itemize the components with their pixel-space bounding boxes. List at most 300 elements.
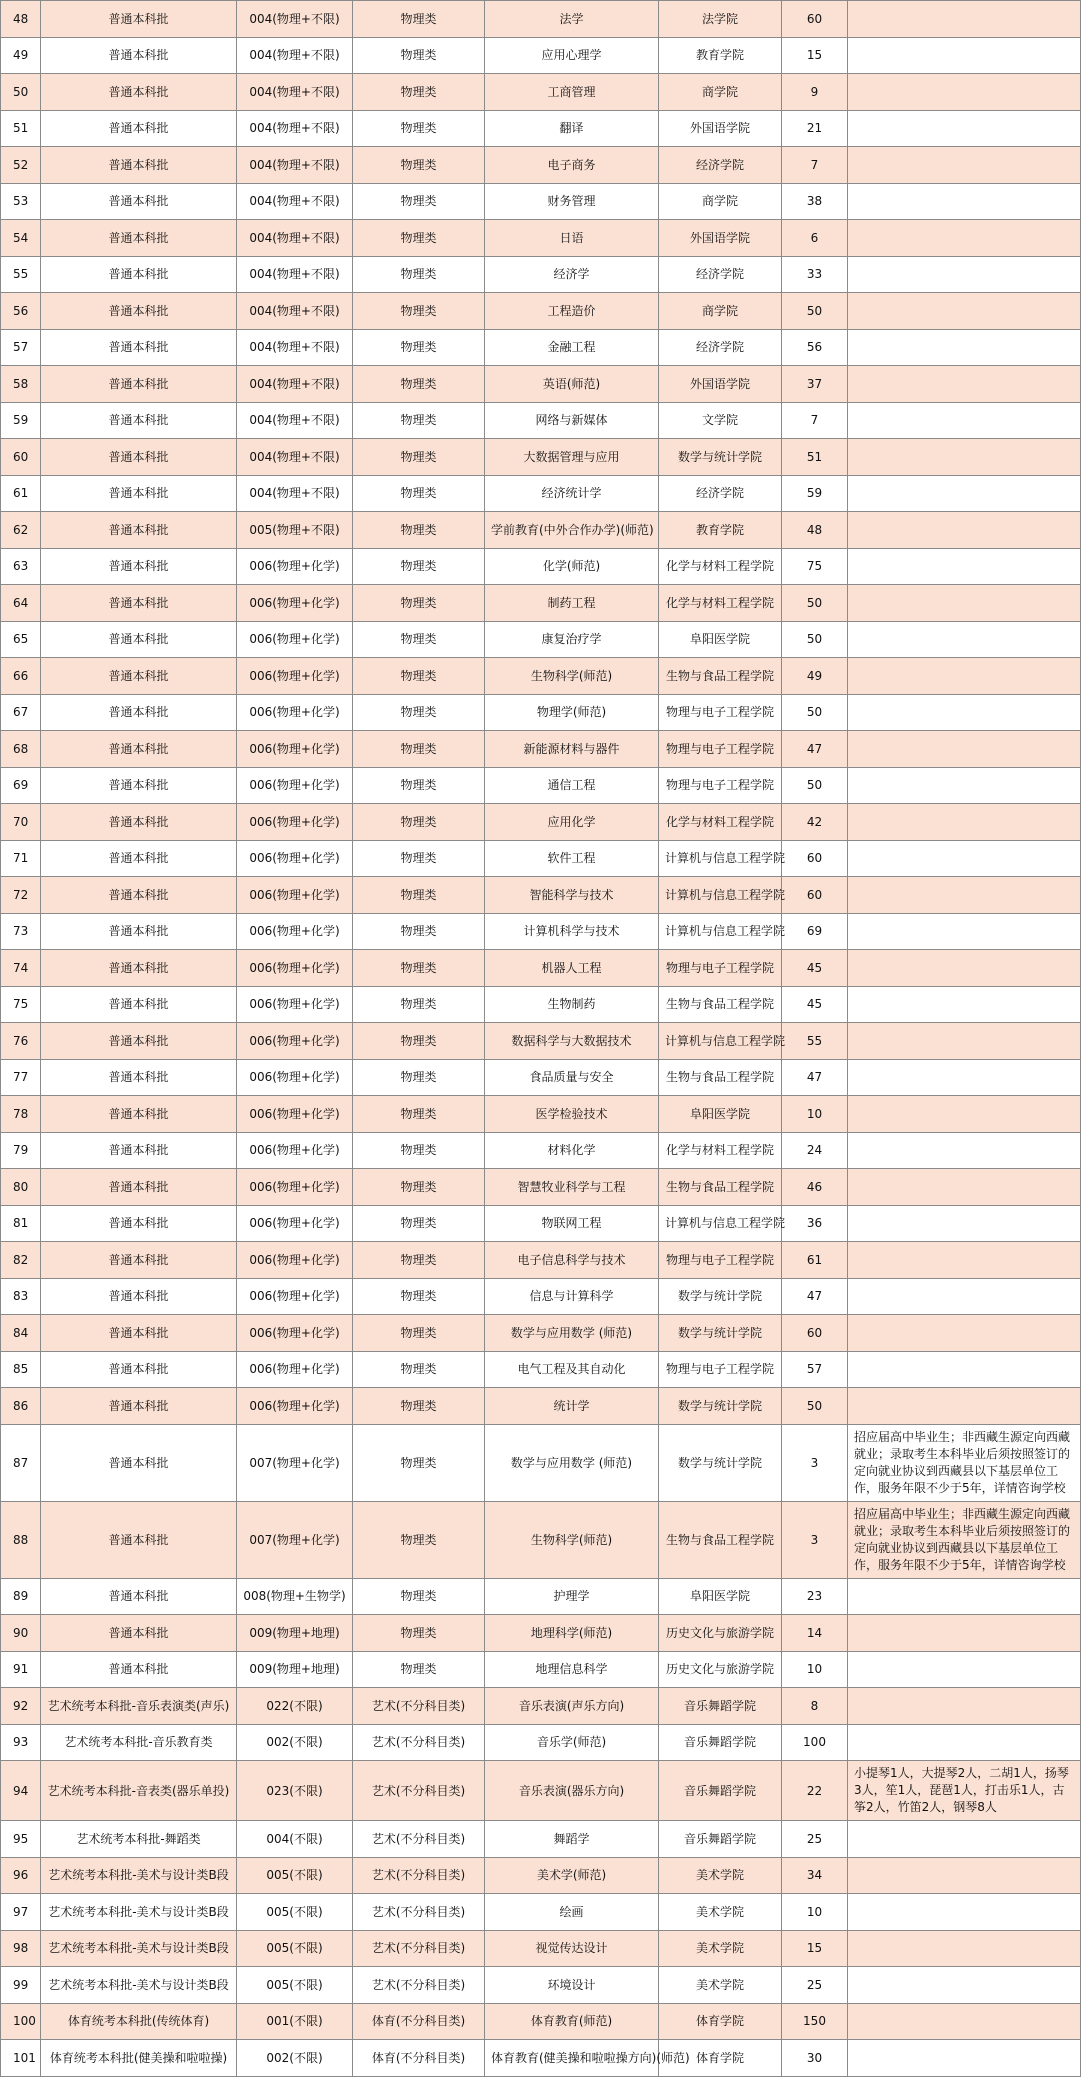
table-row <box>1 183 1081 220</box>
table-row <box>1 1315 1081 1352</box>
subject-cell: 物理类 <box>353 804 485 841</box>
college-cell: 物理与电子工程学院 <box>659 731 782 768</box>
note-cell <box>848 950 1081 987</box>
row-number: 63 <box>1 548 41 585</box>
group-cell: 004(物理+不限) <box>237 439 353 476</box>
major-cell: 地理科学(师范) <box>485 1615 659 1652</box>
group-cell: 023(不限) <box>237 1761 353 1821</box>
batch-cell: 普通本科批 <box>41 548 237 585</box>
subject-cell: 物理类 <box>353 1388 485 1425</box>
row-number: 98 <box>1 1930 41 1967</box>
table-row <box>1 1424 1081 1501</box>
table-row <box>1 293 1081 330</box>
subject-cell: 物理类 <box>353 1242 485 1279</box>
major-cell: 体育教育(健美操和啦啦操方向)(师范) <box>485 2040 659 2077</box>
plan-count-cell: 50 <box>782 767 848 804</box>
major-cell: 物联网工程 <box>485 1205 659 1242</box>
batch-cell: 普通本科批 <box>41 585 237 622</box>
row-number: 84 <box>1 1315 41 1352</box>
college-cell: 生物与食品工程学院 <box>659 1501 782 1578</box>
table-row <box>1 767 1081 804</box>
major-cell: 网络与新媒体 <box>485 402 659 439</box>
row-number: 62 <box>1 512 41 549</box>
college-cell: 阜阳医学院 <box>659 1578 782 1615</box>
subject-cell: 物理类 <box>353 767 485 804</box>
college-cell: 阜阳医学院 <box>659 1096 782 1133</box>
subject-cell: 物理类 <box>353 1615 485 1652</box>
row-number: 96 <box>1 1857 41 1894</box>
college-cell: 商学院 <box>659 293 782 330</box>
subject-cell: 物理类 <box>353 1132 485 1169</box>
group-cell: 006(物理+化学) <box>237 658 353 695</box>
note-cell <box>848 475 1081 512</box>
note-cell <box>848 1205 1081 1242</box>
major-cell: 生物制药 <box>485 986 659 1023</box>
row-number: 90 <box>1 1615 41 1652</box>
college-cell: 美术学院 <box>659 1894 782 1931</box>
group-cell: 004(物理+不限) <box>237 366 353 403</box>
note-cell: 招应届高中毕业生；非西藏生源定向西藏就业；录取考生本科毕业后须按照签订的定向就业协议到西藏县以下基层单位工作，服务年限不少于5年，详情咨询学校 <box>848 1424 1081 1501</box>
major-cell: 制药工程 <box>485 585 659 622</box>
group-cell: 006(物理+化学) <box>237 1169 353 1206</box>
college-cell: 数学与统计学院 <box>659 1424 782 1501</box>
note-cell <box>848 110 1081 147</box>
table-row <box>1 439 1081 476</box>
batch-cell: 艺术统考本科批-音表类(器乐单投) <box>41 1761 237 1821</box>
row-number: 70 <box>1 804 41 841</box>
plan-count-cell: 7 <box>782 147 848 184</box>
major-cell: 经济统计学 <box>485 475 659 512</box>
row-number: 51 <box>1 110 41 147</box>
group-cell: 007(物理+化学) <box>237 1501 353 1578</box>
note-cell <box>848 329 1081 366</box>
major-cell: 经济学 <box>485 256 659 293</box>
row-number: 83 <box>1 1278 41 1315</box>
group-cell: 006(物理+化学) <box>237 1096 353 1133</box>
plan-count-cell: 10 <box>782 1651 848 1688</box>
college-cell: 计算机与信息工程学院 <box>659 840 782 877</box>
major-cell: 应用化学 <box>485 804 659 841</box>
note-cell <box>848 1724 1081 1761</box>
note-cell <box>848 1821 1081 1858</box>
note-cell <box>848 804 1081 841</box>
group-cell: 006(物理+化学) <box>237 877 353 914</box>
college-cell: 体育学院 <box>659 2003 782 2040</box>
college-cell: 化学与材料工程学院 <box>659 548 782 585</box>
row-number: 91 <box>1 1651 41 1688</box>
plan-count-cell: 24 <box>782 1132 848 1169</box>
note-cell <box>848 585 1081 622</box>
college-cell: 文学院 <box>659 402 782 439</box>
group-cell: 008(物理+生物学) <box>237 1578 353 1615</box>
group-cell: 004(物理+不限) <box>237 147 353 184</box>
group-cell: 006(物理+化学) <box>237 1315 353 1352</box>
table-row <box>1 1351 1081 1388</box>
group-cell: 004(物理+不限) <box>237 293 353 330</box>
college-cell: 音乐舞蹈学院 <box>659 1724 782 1761</box>
major-cell: 法学 <box>485 1 659 38</box>
row-number: 86 <box>1 1388 41 1425</box>
table-row <box>1 2040 1081 2077</box>
group-cell: 006(物理+化学) <box>237 1059 353 1096</box>
subject-cell: 物理类 <box>353 110 485 147</box>
major-cell: 工商管理 <box>485 74 659 111</box>
batch-cell: 艺术统考本科批-音乐教育类 <box>41 1724 237 1761</box>
plan-count-cell: 34 <box>782 1857 848 1894</box>
plan-count-cell: 50 <box>782 293 848 330</box>
group-cell: 004(物理+不限) <box>237 220 353 257</box>
college-cell: 化学与材料工程学院 <box>659 804 782 841</box>
group-cell: 006(物理+化学) <box>237 840 353 877</box>
plan-count-cell: 37 <box>782 366 848 403</box>
plan-count-cell: 3 <box>782 1424 848 1501</box>
major-cell: 金融工程 <box>485 329 659 366</box>
group-cell: 004(不限) <box>237 1821 353 1858</box>
major-cell: 绘画 <box>485 1894 659 1931</box>
college-cell: 商学院 <box>659 183 782 220</box>
major-cell: 医学检验技术 <box>485 1096 659 1133</box>
group-cell: 006(物理+化学) <box>237 1242 353 1279</box>
college-cell: 美术学院 <box>659 1857 782 1894</box>
subject-cell: 物理类 <box>353 1205 485 1242</box>
group-cell: 006(物理+化学) <box>237 1205 353 1242</box>
college-cell: 生物与食品工程学院 <box>659 658 782 695</box>
plan-count-cell: 9 <box>782 74 848 111</box>
batch-cell: 普通本科批 <box>41 439 237 476</box>
batch-cell: 普通本科批 <box>41 1169 237 1206</box>
row-number: 54 <box>1 220 41 257</box>
college-cell: 计算机与信息工程学院 <box>659 877 782 914</box>
major-cell: 康复治疗学 <box>485 621 659 658</box>
college-cell: 美术学院 <box>659 1930 782 1967</box>
batch-cell: 普通本科批 <box>41 475 237 512</box>
major-cell: 电子商务 <box>485 147 659 184</box>
subject-cell: 物理类 <box>353 1315 485 1352</box>
note-cell <box>848 1967 1081 2004</box>
note-cell <box>848 2003 1081 2040</box>
table-row <box>1 1096 1081 1133</box>
group-cell: 006(物理+化学) <box>237 1278 353 1315</box>
subject-cell: 艺术(不分科目类) <box>353 1930 485 1967</box>
major-cell: 数学与应用数学 (师范) <box>485 1315 659 1352</box>
plan-count-cell: 46 <box>782 1169 848 1206</box>
batch-cell: 普通本科批 <box>41 366 237 403</box>
college-cell: 教育学院 <box>659 37 782 74</box>
college-cell: 经济学院 <box>659 329 782 366</box>
note-cell <box>848 658 1081 695</box>
table-row <box>1 110 1081 147</box>
plan-count-cell: 3 <box>782 1501 848 1578</box>
batch-cell: 普通本科批 <box>41 1059 237 1096</box>
batch-cell: 普通本科批 <box>41 1388 237 1425</box>
college-cell: 数学与统计学院 <box>659 1388 782 1425</box>
table-row <box>1 1 1081 38</box>
major-cell: 翻译 <box>485 110 659 147</box>
plan-count-cell: 25 <box>782 1821 848 1858</box>
major-cell: 英语(师范) <box>485 366 659 403</box>
subject-cell: 物理类 <box>353 877 485 914</box>
plan-count-cell: 57 <box>782 1351 848 1388</box>
batch-cell: 普通本科批 <box>41 220 237 257</box>
row-number: 57 <box>1 329 41 366</box>
college-cell: 历史文化与旅游学院 <box>659 1651 782 1688</box>
table-row <box>1 621 1081 658</box>
row-number: 61 <box>1 475 41 512</box>
subject-cell: 物理类 <box>353 585 485 622</box>
plan-count-cell: 42 <box>782 804 848 841</box>
group-cell: 005(不限) <box>237 1967 353 2004</box>
plan-count-cell: 21 <box>782 110 848 147</box>
batch-cell: 艺术统考本科批-音乐表演类(声乐) <box>41 1688 237 1725</box>
plan-count-cell: 10 <box>782 1894 848 1931</box>
group-cell: 004(物理+不限) <box>237 256 353 293</box>
plan-count-cell: 60 <box>782 1 848 38</box>
group-cell: 005(物理+不限) <box>237 512 353 549</box>
batch-cell: 普通本科批 <box>41 621 237 658</box>
major-cell: 物理学(师范) <box>485 694 659 731</box>
subject-cell: 物理类 <box>353 1578 485 1615</box>
group-cell: 006(物理+化学) <box>237 1132 353 1169</box>
note-cell <box>848 694 1081 731</box>
major-cell: 学前教育(中外合作办学)(师范) <box>485 512 659 549</box>
batch-cell: 普通本科批 <box>41 804 237 841</box>
row-number: 80 <box>1 1169 41 1206</box>
group-cell: 009(物理+地理) <box>237 1615 353 1652</box>
batch-cell: 普通本科批 <box>41 293 237 330</box>
subject-cell: 物理类 <box>353 694 485 731</box>
group-cell: 006(物理+化学) <box>237 950 353 987</box>
plan-count-cell: 150 <box>782 2003 848 2040</box>
subject-cell: 物理类 <box>353 402 485 439</box>
row-number: 50 <box>1 74 41 111</box>
major-cell: 数学与应用数学 (师范) <box>485 1424 659 1501</box>
batch-cell: 艺术统考本科批-美术与设计类B段 <box>41 1857 237 1894</box>
row-number: 81 <box>1 1205 41 1242</box>
subject-cell: 物理类 <box>353 1351 485 1388</box>
note-cell <box>848 147 1081 184</box>
table-row <box>1 329 1081 366</box>
table-body <box>1 1 1081 2077</box>
batch-cell: 普通本科批 <box>41 37 237 74</box>
group-cell: 002(不限) <box>237 2040 353 2077</box>
group-cell: 006(物理+化学) <box>237 694 353 731</box>
plan-count-cell: 45 <box>782 986 848 1023</box>
batch-cell: 普通本科批 <box>41 1 237 38</box>
plan-count-cell: 60 <box>782 877 848 914</box>
group-cell: 022(不限) <box>237 1688 353 1725</box>
major-cell: 生物科学(师范) <box>485 658 659 695</box>
plan-count-cell: 56 <box>782 329 848 366</box>
note-cell <box>848 366 1081 403</box>
plan-count-cell: 8 <box>782 1688 848 1725</box>
group-cell: 006(物理+化学) <box>237 804 353 841</box>
major-cell: 通信工程 <box>485 767 659 804</box>
batch-cell: 普通本科批 <box>41 840 237 877</box>
group-cell: 004(物理+不限) <box>237 1 353 38</box>
note-cell <box>848 1894 1081 1931</box>
batch-cell: 艺术统考本科批-美术与设计类B段 <box>41 1894 237 1931</box>
table-row <box>1 1169 1081 1206</box>
batch-cell: 普通本科批 <box>41 1578 237 1615</box>
note-cell <box>848 1096 1081 1133</box>
batch-cell: 艺术统考本科批-舞蹈类 <box>41 1821 237 1858</box>
note-cell <box>848 840 1081 877</box>
subject-cell: 物理类 <box>353 439 485 476</box>
row-number: 77 <box>1 1059 41 1096</box>
group-cell: 005(不限) <box>237 1857 353 1894</box>
subject-cell: 艺术(不分科目类) <box>353 1724 485 1761</box>
college-cell: 物理与电子工程学院 <box>659 1242 782 1279</box>
row-number: 92 <box>1 1688 41 1725</box>
plan-count-cell: 25 <box>782 1967 848 2004</box>
group-cell: 006(物理+化学) <box>237 731 353 768</box>
table-row <box>1 694 1081 731</box>
row-number: 97 <box>1 1894 41 1931</box>
row-number: 78 <box>1 1096 41 1133</box>
row-number: 65 <box>1 621 41 658</box>
subject-cell: 物理类 <box>353 37 485 74</box>
note-cell <box>848 1059 1081 1096</box>
note-cell <box>848 1615 1081 1652</box>
major-cell: 数据科学与大数据技术 <box>485 1023 659 1060</box>
subject-cell: 物理类 <box>353 1651 485 1688</box>
table-row <box>1 1857 1081 1894</box>
note-cell <box>848 767 1081 804</box>
batch-cell: 普通本科批 <box>41 1278 237 1315</box>
note-cell <box>848 986 1081 1023</box>
college-cell: 音乐舞蹈学院 <box>659 1688 782 1725</box>
row-number: 94 <box>1 1761 41 1821</box>
note-cell <box>848 1351 1081 1388</box>
note-cell <box>848 913 1081 950</box>
table-row <box>1 986 1081 1023</box>
plan-count-cell: 60 <box>782 840 848 877</box>
group-cell: 006(物理+化学) <box>237 913 353 950</box>
plan-count-cell: 30 <box>782 2040 848 2077</box>
note-cell <box>848 402 1081 439</box>
batch-cell: 体育统考本科批(健美操和啦啦操) <box>41 2040 237 2077</box>
note-cell <box>848 1 1081 38</box>
subject-cell: 物理类 <box>353 329 485 366</box>
subject-cell: 物理类 <box>353 950 485 987</box>
note-cell <box>848 1315 1081 1352</box>
note-cell <box>848 439 1081 476</box>
major-cell: 音乐表演(器乐方向) <box>485 1761 659 1821</box>
subject-cell: 物理类 <box>353 1278 485 1315</box>
note-cell: 小提琴1人，大提琴2人，二胡1人，扬琴3人，笙1人，琵琶1人，打击乐1人，古筝2人，竹笛2人，钢琴8人 <box>848 1761 1081 1821</box>
plan-count-cell: 14 <box>782 1615 848 1652</box>
subject-cell: 体育(不分科目类) <box>353 2040 485 2077</box>
batch-cell: 普通本科批 <box>41 913 237 950</box>
note-cell <box>848 220 1081 257</box>
row-number: 55 <box>1 256 41 293</box>
college-cell: 阜阳医学院 <box>659 621 782 658</box>
college-cell: 体育学院 <box>659 2040 782 2077</box>
college-cell: 化学与材料工程学院 <box>659 585 782 622</box>
table-row <box>1 1615 1081 1652</box>
row-number: 101 <box>1 2040 41 2077</box>
batch-cell: 普通本科批 <box>41 1096 237 1133</box>
group-cell: 004(物理+不限) <box>237 475 353 512</box>
plan-count-cell: 55 <box>782 1023 848 1060</box>
note-cell <box>848 877 1081 914</box>
major-cell: 体育教育(师范) <box>485 2003 659 2040</box>
group-cell: 006(物理+化学) <box>237 548 353 585</box>
batch-cell: 普通本科批 <box>41 183 237 220</box>
table-row <box>1 1688 1081 1725</box>
college-cell: 化学与材料工程学院 <box>659 1132 782 1169</box>
subject-cell: 物理类 <box>353 1096 485 1133</box>
plan-count-cell: 23 <box>782 1578 848 1615</box>
batch-cell: 普通本科批 <box>41 767 237 804</box>
subject-cell: 物理类 <box>353 220 485 257</box>
table-row <box>1 1501 1081 1578</box>
plan-count-cell: 38 <box>782 183 848 220</box>
batch-cell: 普通本科批 <box>41 147 237 184</box>
batch-cell: 普通本科批 <box>41 512 237 549</box>
row-number: 64 <box>1 585 41 622</box>
table-row <box>1 1578 1081 1615</box>
batch-cell: 普通本科批 <box>41 731 237 768</box>
subject-cell: 物理类 <box>353 512 485 549</box>
group-cell: 004(物理+不限) <box>237 329 353 366</box>
major-cell: 应用心理学 <box>485 37 659 74</box>
college-cell: 法学院 <box>659 1 782 38</box>
college-cell: 数学与统计学院 <box>659 439 782 476</box>
note-cell <box>848 512 1081 549</box>
batch-cell: 普通本科批 <box>41 1351 237 1388</box>
group-cell: 006(物理+化学) <box>237 1023 353 1060</box>
batch-cell: 普通本科批 <box>41 986 237 1023</box>
row-number: 67 <box>1 694 41 731</box>
row-number: 93 <box>1 1724 41 1761</box>
group-cell: 004(物理+不限) <box>237 110 353 147</box>
college-cell: 计算机与信息工程学院 <box>659 913 782 950</box>
group-cell: 007(物理+化学) <box>237 1424 353 1501</box>
college-cell: 美术学院 <box>659 1967 782 2004</box>
subject-cell: 物理类 <box>353 293 485 330</box>
group-cell: 001(不限) <box>237 2003 353 2040</box>
major-cell: 信息与计算科学 <box>485 1278 659 1315</box>
subject-cell: 艺术(不分科目类) <box>353 1821 485 1858</box>
table-row <box>1 1761 1081 1821</box>
row-number: 82 <box>1 1242 41 1279</box>
major-cell: 舞蹈学 <box>485 1821 659 1858</box>
plan-count-cell: 49 <box>782 658 848 695</box>
row-number: 75 <box>1 986 41 1023</box>
subject-cell: 物理类 <box>353 548 485 585</box>
college-cell: 外国语学院 <box>659 220 782 257</box>
row-number: 79 <box>1 1132 41 1169</box>
major-cell: 材料化学 <box>485 1132 659 1169</box>
note-cell <box>848 256 1081 293</box>
table-row <box>1 147 1081 184</box>
plan-count-cell: 6 <box>782 220 848 257</box>
table-row <box>1 804 1081 841</box>
major-cell: 智能科学与技术 <box>485 877 659 914</box>
major-cell: 音乐表演(声乐方向) <box>485 1688 659 1725</box>
plan-count-cell: 100 <box>782 1724 848 1761</box>
major-cell: 电气工程及其自动化 <box>485 1351 659 1388</box>
note-cell <box>848 1857 1081 1894</box>
college-cell: 音乐舞蹈学院 <box>659 1821 782 1858</box>
row-number: 59 <box>1 402 41 439</box>
plan-count-cell: 10 <box>782 1096 848 1133</box>
subject-cell: 物理类 <box>353 658 485 695</box>
subject-cell: 艺术(不分科目类) <box>353 1894 485 1931</box>
plan-count-cell: 50 <box>782 694 848 731</box>
group-cell: 004(物理+不限) <box>237 37 353 74</box>
